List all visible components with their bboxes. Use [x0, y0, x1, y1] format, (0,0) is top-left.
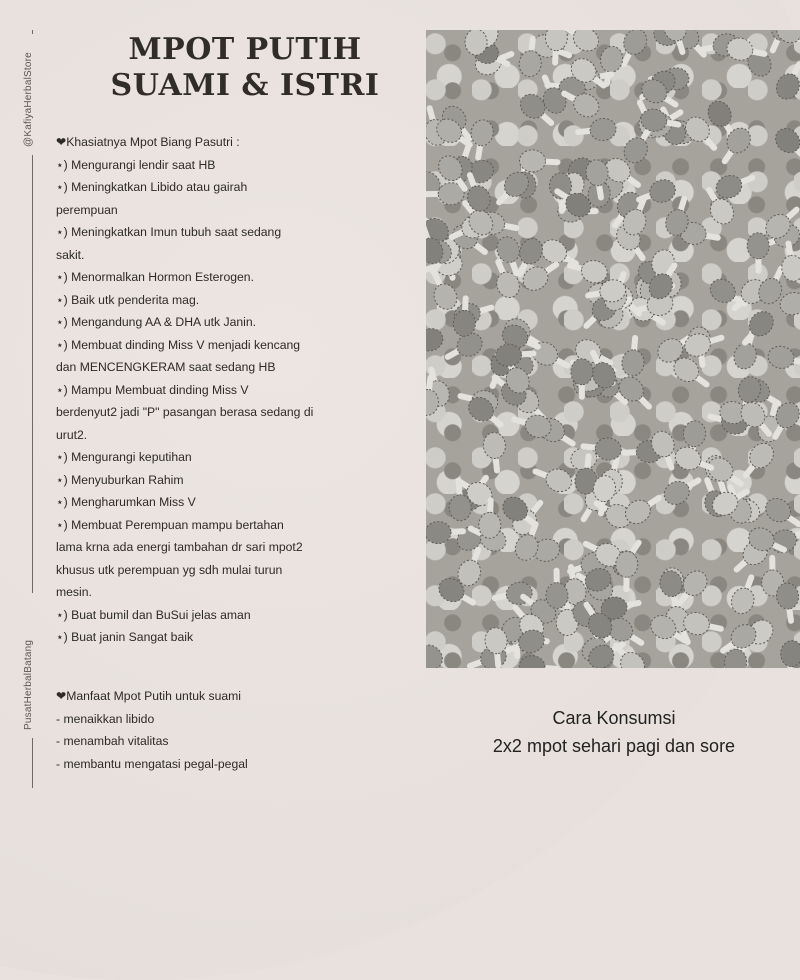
sidebar-handle: @KafiyaHerbalStore [23, 52, 34, 147]
list-item: - membantu mengatasi pegal-pegal [56, 756, 248, 771]
list-item: ⋆) Membuat Perempuan mampu bertahan [56, 517, 284, 532]
list-item: ❤Khasiatnya Mpot Biang Pasutri : [56, 135, 240, 149]
list-item: sakit. [56, 247, 85, 262]
list-item: ⋆) Mampu Membuat dinding Miss V [56, 382, 249, 397]
list-item: ❤Manfaat Mpot Putih untuk suami [56, 689, 241, 703]
side-line-bottom [32, 738, 33, 788]
list-item: mesin. [56, 585, 92, 599]
list-item: ⋆) Meningkatkan Imun tubuh saat sedang [56, 225, 282, 239]
consumption-dose: 2x2 mpot sehari pagi dan sore [492, 736, 736, 756]
side-line-top [32, 30, 33, 34]
list-item: ⋆) Meningkatkan Libido atau gairah [56, 180, 248, 194]
list-item: ⋆) Mengandung AA & DHA utk Janin. [56, 315, 257, 329]
consumption-heading: Cara Konsumsi [552, 708, 676, 728]
sidebar-brand: PusatHerbalBatang [23, 639, 34, 730]
list-item: urut2. [56, 427, 88, 442]
list-item: ⋆) Mengurangi lendir saat HB [56, 157, 216, 172]
side-line-middle [32, 155, 33, 593]
list-item: berdenyut2 jadi "P" pasangan berasa sedang di [56, 405, 314, 419]
list-item: ⋆) Mengharumkan Miss V [56, 495, 196, 509]
list-item: ⋆) Buat janin Sangat baik [56, 630, 194, 644]
list-item: perempuan [56, 202, 118, 217]
list-item: ⋆) Buat bumil dan BuSui jelas aman [56, 607, 251, 622]
list-item: - menaikkan libido [56, 711, 155, 726]
list-item: ⋆) Menyuburkan Rahim [56, 472, 184, 487]
list-item: - menambah vitalitas [56, 734, 169, 748]
list-item: ⋆) Menormalkan Hormon Esterogen. [56, 270, 254, 284]
list-item: ⋆) Mengurangi keputihan [56, 450, 192, 464]
list-item: khusus utk perempuan yg sdh mulai turun [56, 562, 283, 577]
list-item: ⋆) Membuat dinding Miss V menjadi kencang [56, 337, 301, 352]
title-line-1: MPOT PUTIH [128, 32, 362, 67]
title-line-2: SUAMI & ISTRI [110, 68, 380, 103]
product-photo [426, 30, 800, 668]
list-item: dan MENCENGKERAM saat sedang HB [56, 360, 276, 374]
benefits-husband-list [56, 685, 341, 775]
dried-flower-heads-image [426, 30, 800, 668]
consumption-instructions [427, 704, 800, 760]
page-title [100, 32, 390, 104]
list-item: ⋆) Baik utk penderita mag. [56, 292, 200, 307]
list-item: lama krna ada energi tambahan dr sari mpot2 [56, 540, 303, 554]
benefits-wife-list [56, 131, 341, 649]
